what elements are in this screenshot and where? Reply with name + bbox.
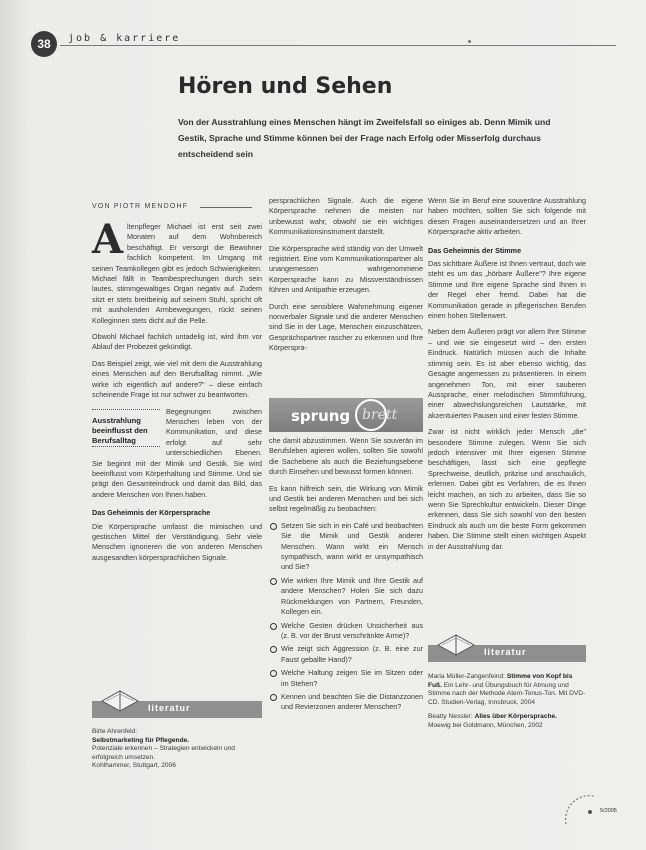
- page-number: 38: [31, 31, 57, 57]
- paragraph: [92, 216, 262, 326]
- issue-stamp: 5/2005: [600, 808, 617, 814]
- literatur-list-1: [92, 728, 252, 777]
- paragraph: Die Körpersprache umfasst die mimischen und gestischen Mittel der Verständigung. Sehr viele Menschen ignorieren die von anderen Menschen ausgesandten körpersprachlichen Signale.: [92, 521, 262, 562]
- paragraph: Es kann hilfreich sein, die Wirkung von Mimik und Gestik bei anderen Menschen und bei sich selbst regelmäßig zu beobachten:: [269, 483, 423, 514]
- header-rule: [60, 45, 616, 46]
- paragraph: Das sichtbare Äußere ist Ihnen vertraut, doch wie steht es um das „hörbare Äußere"? Ihre eigene Stimme und Ihre eigene Sprache sind Ihnen in der Regel eher fremd. Dabei hat die Kommunikation gerade in pflegerischen Berufen einen hohen Stellenwert.: [428, 259, 586, 321]
- paragraph-text: Begegnungen zwischen Menschen leben von der Kommunikation, und diese erfolgt auf sehr unterschiedlichen Ebenen. Sie beginnt mit der Mimik und Gestik. Sie wird beeinflusst vom Körperhaltung und Stimme. Und sie prägt den Gesamteindruck und damit das Bild, das andere Menschen von Ihnen haben.: [92, 406, 262, 499]
- paragraph: Neben dem Äußeren prägt vor allem Ihre Stimme – und wie sie eingesetzt wird – den ersten Eindruck. Natürlich müssen auch die Inhalte stimmig sein. Es ist aber ebenso wichtig, das Gesagte angemessen zu präsentieren. In einem angenehmen Ton, mit einer sauberen Aussprache, einer melodischen Stimmführung, einer abwechslungsreichen Lautstärke, mit akzentuierten Pausen und einer festen Stimme.: [428, 327, 586, 420]
- paragraph: Das Beispiel zeigt, wie viel mit dem die Ausstrahlung eines Menschen auf den Berufsalltag nimmt. „Wie wirke ich eigentlich auf andere?" – diese einfach scheinende Frage ist nur schwer zu beantworten.: [92, 358, 262, 400]
- literatur-header-1: [92, 701, 262, 718]
- article-column-2-continued: [269, 436, 423, 716]
- paragraph: Die Körpersprache wird ständig von der Umwelt registriert. Eine vom Kommunikationspartner als unangemessen wahrgenommene Körpersprache kann zu Missverständnissen führen und Antipathie erzeugen.: [269, 243, 423, 295]
- paragraph: persprachlichen Signale. Auch die eigene Körpersprache nehmen die meisten nur unbewusst wahr, obwohl sie ein wichtiges Kommunikationsinstrument darstellt.: [269, 196, 423, 237]
- sprungbrett-banner: [269, 398, 423, 432]
- literatur-label: literatur: [148, 703, 191, 713]
- subheading: Das Geheimnis der Stimme: [428, 245, 522, 255]
- list-item: Welche Gesten drücken Unsicherheit aus (z. B. vor der Brust verschränkte Arme)?: [269, 621, 423, 642]
- literatur-list-2: [428, 673, 588, 737]
- list-item: Kennen und beachten Sie die Distanzzonen und Revierzonen anderer Menschen?: [269, 692, 423, 713]
- literatur-title: Alles über Körpersprache.: [474, 713, 558, 721]
- paragraph: che damit abzustimmen. Wenn Sie souverän im Berufsleben agieren wollen, sollten Sie sowohl die Sachebene als auch die Beziehungsebene durch Einsehen und bewusst formen können.: [269, 436, 423, 477]
- dropcap: A: [92, 216, 124, 263]
- article-column-1: [92, 216, 262, 569]
- byline-rule: [200, 207, 252, 208]
- pull-quote: Ausstrahlung beeinflusst den Berufsalltag: [92, 409, 160, 447]
- paragraph: Zwar ist nicht wirklich jeder Mensch „die" besondere Stimme zulegen. Wenn Sie sich jedoch intensiver mit Ihrer eigenen Stimme beschäftigen, lässt sich eine gepflegte Sprechweise, deutlich, präzise und anschaulich, erlernen. Dabei gibt es Verfahren, die es Ihnen leicht machen, an sich zu arbeiten, dass Sie so wenn Sie Sprechkultur entwickeln. Dieser Dinge erkennen, dass Sie sich sowohl von den besten Eindruck als auch um die beste Form gekommen haben. Die Stimme stellt einen wichtigen Aspekt in der Ausstrahlung dar.: [428, 427, 586, 551]
- paragraph: Durch eine sensiblere Wahrnehmung eigener nonverbaler Signale und die anderer Menschen sind Sie in der Lage, Menschen einzuschätzen, Gesprächspartner rascher zu erkennen und Ihre Körperspra-: [269, 301, 423, 353]
- literatur-label: literatur: [484, 647, 527, 657]
- list-item: Setzen Sie sich in ein Café und beobachten Sie die Mimik und Gestik anderer Menschen. Wann wirkt ein Mensch sympathisch, wann wirkt er unsympathisch und Sie?: [269, 521, 423, 573]
- literatur-entry: [92, 728, 252, 771]
- literatur-publisher: Moewig bei Goldmann, München, 2002: [428, 721, 543, 729]
- literatur-entry: [428, 713, 588, 730]
- literatur-title: Selbstmarketing für Pflegende.: [92, 736, 190, 744]
- byline: VON PIOTR MENDOHF: [92, 203, 189, 210]
- literatur-author: Beatty Nessler:: [428, 713, 473, 721]
- bullet-list: [269, 521, 423, 713]
- section-label: job & karriere: [68, 33, 181, 44]
- article-column-2: [269, 196, 423, 360]
- banner-word-1: sprung: [291, 407, 351, 425]
- literatur-desc: Potenziale erkennen – Strategien entwickeln und erfolgreich umsetzen.: [92, 745, 235, 761]
- literatur-entry: [428, 673, 588, 707]
- book-icon: [436, 631, 476, 659]
- paragraph: Wenn Sie im Beruf eine souveräne Ausstrahlung haben möchten, sollten Sie sich folgende mit diesen Fragen auseinandersetzen und an Ihrer Körpersprache aktiv arbeiten.: [428, 196, 586, 237]
- article-title: Hören und Sehen: [178, 74, 393, 99]
- list-item: Wie wirken Ihre Mimik und Ihre Gestik auf andere Menschen? Holen Sie sich dazu Rückmeldungen von Partnern, Freunden, Kollegen ein.: [269, 576, 423, 618]
- banner-word-2: brett: [362, 407, 398, 423]
- book-icon: [100, 687, 140, 715]
- literatur-author: Maria Müller-Zangenfeind:: [428, 673, 505, 680]
- literatur-header-2: [428, 645, 586, 662]
- list-item: Welche Haltung zeigen Sie im Sitzen oder im Stehen?: [269, 668, 423, 689]
- subheading: Das Geheimnis der Körpersprache: [92, 508, 211, 518]
- article-deck: Von der Ausstrahlung eines Menschen hängt im Zweifelsfall so einiges ab. Denn Mimik und Gestik, Sprache und Stimme können bei der Frage nach Erfolg oder Misserfolg durchaus entscheidend sein: [178, 117, 551, 159]
- paragraph: Obwohl Michael fachlich untadelig ist, wird ihm vor Ablauf der Probezeit gekündigt.: [92, 332, 262, 352]
- literatur-author: Birte Ahrenfeld:: [92, 728, 138, 735]
- literatur-desc: Ein Lehr- und Übungsbuch für Atmung und Stimme nach der Methode Atem-Tonus-Ton.: [428, 681, 569, 698]
- literatur-title: Stimme von Kopf bis Fuß.: [428, 673, 573, 689]
- literatur-publisher: Mit DVD-CD. Studien-Verlag, Innsbruck, 2004: [428, 690, 586, 706]
- list-item: Wie zeigt sich Aggression (z. B. eine zur Faust geballte Hand)?: [269, 644, 423, 665]
- header-dot: [468, 40, 471, 43]
- paragraph: [92, 407, 262, 501]
- paragraph-text: ltenpfleger Michael ist erst seit zwei Monaten auf dem Wohnbereich beschäftigt. Er versorgt die Bewohner fachlich kompetent. Im Umgang mit seinen Teamkollegen gibt es jedoch Schwierigkeiten. Michael fällt in Teambesprechungen durch sein lautes, stimmgewaltiges Organ negativ auf. Zudem sitzt er stets breitbeinig auf seinem Stuhl, spricht oft mit ausholenden Armbewegungen, rückt seinen Kolleginnen stets dicht auf die Pelle.: [92, 222, 262, 325]
- literatur-publisher: Kohlhammer, Stuttgart, 2006: [92, 762, 176, 770]
- article-column-3: [428, 196, 586, 558]
